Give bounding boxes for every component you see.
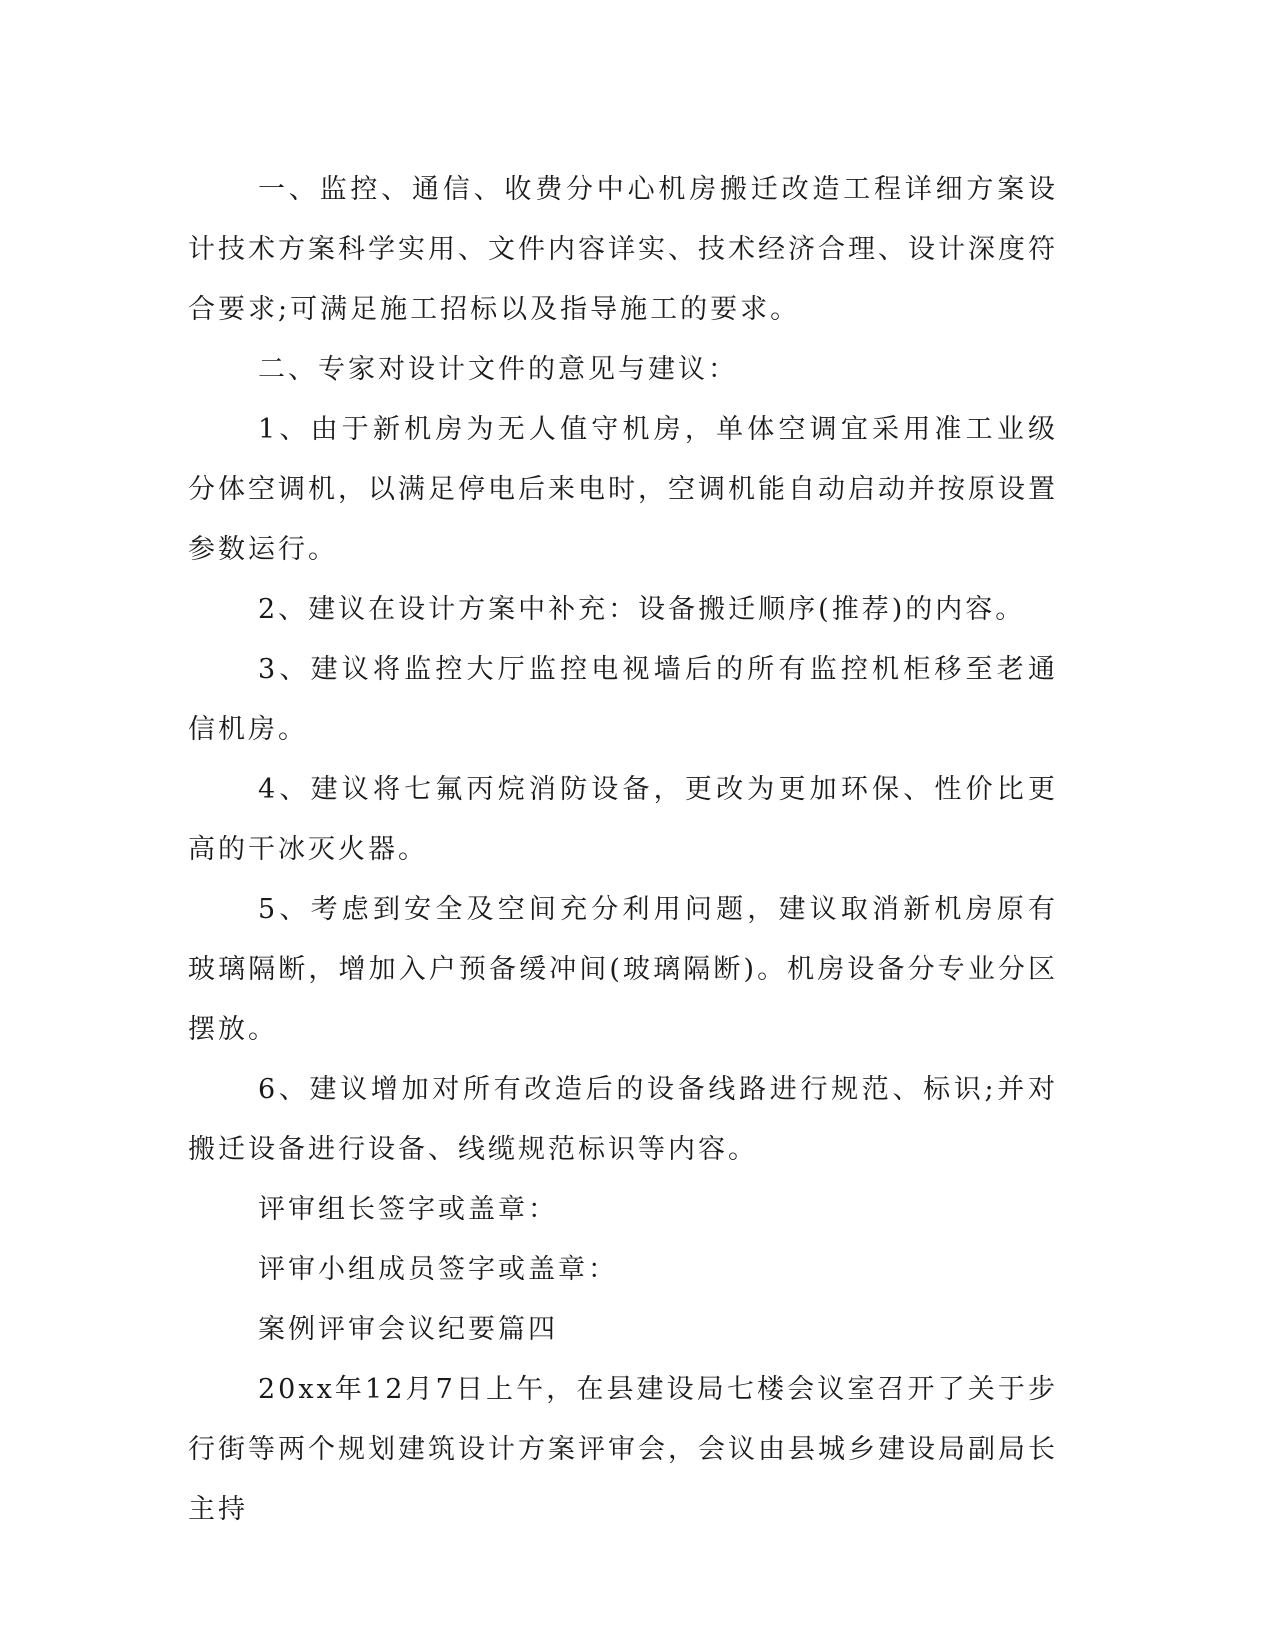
section-title: 案例评审会议纪要篇四 [258, 1314, 558, 1345]
paragraph-suggestion-2: 2、建议在设计方案中补充：设备搬迁顺序(推荐)的内容。 [258, 594, 1026, 625]
paragraph-meeting-intro: 20xx年12月7日上午，在县建设局七楼会议室召开了关于步行街等两个规划建筑设计方案评审会，会议由县城乡建设局副局长主持 [188, 1374, 1058, 1525]
paragraph-suggestion-5: 5、考虑到安全及空间充分利用问题，建议取消新机房原有玻璃隔断，增加入户预备缓冲间(玻璃隔断)。机房设备分专业分区摆放。 [188, 894, 1058, 1045]
signature-members-line: 评审小组成员签字或盖章： [258, 1254, 618, 1285]
paragraph-conclusion-1: 一、监控、通信、收费分中心机房搬迁改造工程详细方案设计技术方案科学实用、文件内容详实、技术经济合理、设计深度符合要求;可满足施工招标以及指导施工的要求。 [188, 174, 1058, 325]
paragraph-suggestion-3: 3、建议将监控大厅监控电视墙后的所有监控机柜移至老通信机房。 [188, 654, 1058, 745]
signature-leader-line: 评审组长签字或盖章： [258, 1194, 558, 1225]
paragraph-suggestion-6: 6、建议增加对所有改造后的设备线路进行规范、标识;并对搬迁设备进行设备、线缆规范标识等内容。 [188, 1074, 1058, 1165]
document-body [188, 160, 1058, 1540]
paragraph-suggestion-1: 1、由于新机房为无人值守机房，单体空调宜采用准工业级分体空调机，以满足停电后来电时，空调机能自动启动并按原设置参数运行。 [188, 414, 1058, 565]
paragraph-suggestion-4: 4、建议将七氟丙烷消防设备，更改为更加环保、性价比更高的干冰灭火器。 [188, 774, 1058, 865]
paragraph-heading-2: 二、专家对设计文件的意见与建议： [258, 354, 738, 385]
